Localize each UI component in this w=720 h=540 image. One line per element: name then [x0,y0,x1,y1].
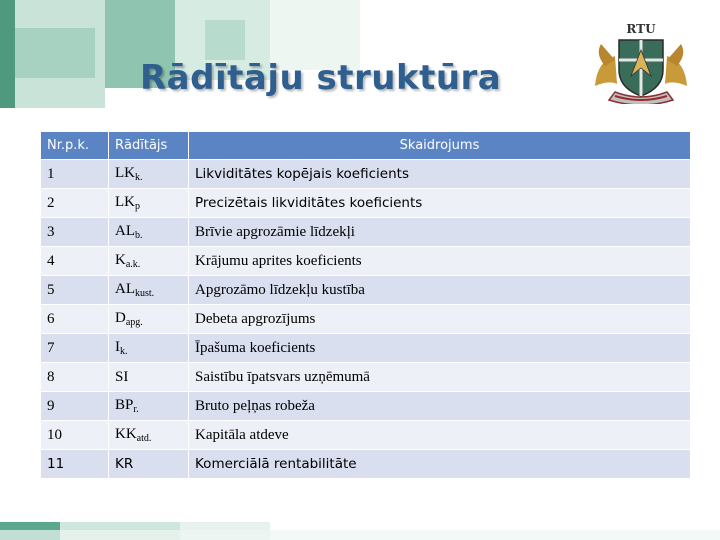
table-row [41,421,691,450]
indicator-code-cell [109,160,189,189]
indicator-subscript: p [135,201,140,212]
indicator-code: K [115,252,126,268]
row-number: 10 [41,421,109,450]
indicator-code-cell [109,421,189,450]
indicator-code: I [115,339,120,355]
indicator-subscript: apg. [125,317,143,328]
row-number: 9 [41,392,109,421]
indicator-explanation: Kapitāla atdeve [189,421,691,450]
indicator-code-cell [109,189,189,218]
indicator-code-cell [109,247,189,276]
indicator-explanation: Apgrozāmo līdzekļu kustība [189,276,691,305]
table-row [41,247,691,276]
indicator-explanation: Saistību īpatsvars uzņēmumā [189,363,691,392]
indicator-explanation: Precizētais likviditātes koeficients [189,189,691,218]
indicator-explanation: Likviditātes kopējais koeficients [189,160,691,189]
header-indicator: Rādītājs [109,132,189,160]
indicator-code: AL [115,223,135,239]
row-number: 1 [41,160,109,189]
indicator-table [40,131,691,479]
indicator-code: D [115,310,126,326]
table-row [41,363,691,392]
table-row [41,189,691,218]
indicator-subscript: atd. [136,433,152,444]
indicator-code-cell [109,305,189,334]
table-row [41,160,691,189]
header-nr: Nr.p.k. [41,132,109,160]
indicator-code-cell [109,218,189,247]
indicator-subscript: k. [120,346,128,357]
slide-title: Rādītāju struktūra [140,58,502,98]
indicator-code: LK [115,165,135,181]
row-number: 2 [41,189,109,218]
indicator-code: KK [115,426,137,442]
header-explanation: Skaidrojums [189,132,691,160]
indicator-subscript: k. [135,172,143,183]
indicator-code: SI [115,368,129,385]
row-number: 6 [41,305,109,334]
table-row [41,218,691,247]
indicator-code-cell [109,392,189,421]
row-number: 7 [41,334,109,363]
row-number: 5 [41,276,109,305]
row-number: 8 [41,363,109,392]
table-row [41,276,691,305]
indicator-subscript: b. [135,230,143,241]
indicator-code-cell [109,276,189,305]
indicator-code: LK [115,194,135,210]
logo-lettering: RTU [626,22,656,36]
indicator-explanation: Brīvie apgrozāmie līdzekļi [189,218,691,247]
table-row [41,334,691,363]
indicator-explanation: Krājumu aprites koeficients [189,247,691,276]
rtu-coat-of-arms-logo [585,16,697,104]
table-header-row [41,132,691,160]
table-row [41,305,691,334]
indicator-explanation: Īpašuma koeficients [189,334,691,363]
indicator-code-cell [109,334,189,363]
indicator-subscript: r. [133,404,139,415]
indicator-explanation: Komerciālā rentabilitāte [189,450,691,479]
indicator-code-cell [109,450,189,479]
indicator-explanation: Debeta apgrozījums [189,305,691,334]
indicator-code: BP [115,397,134,413]
row-number: 11 [41,450,109,479]
indicator-explanation: Bruto peļņas robeža [189,392,691,421]
table-row [41,392,691,421]
indicator-code-cell [109,363,189,392]
indicator-code: AL [115,281,135,297]
row-number: 4 [41,247,109,276]
row-number: 3 [41,218,109,247]
indicator-subscript: a.k. [125,259,141,270]
indicator-subscript: kust. [135,288,155,299]
table-row [41,450,691,479]
indicator-code: KR [115,456,134,472]
